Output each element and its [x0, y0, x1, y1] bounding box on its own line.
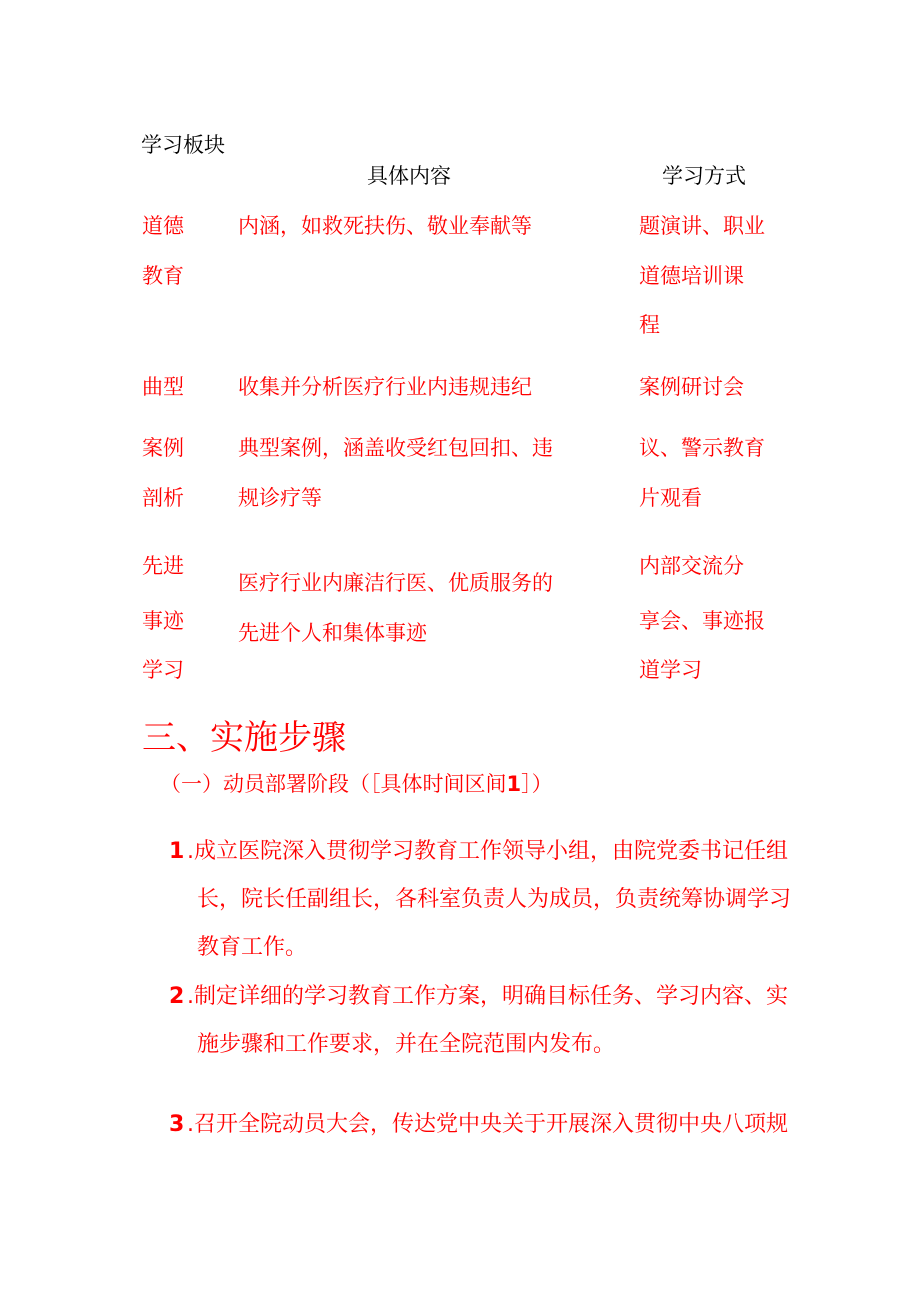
subtitle-number: 1 — [506, 772, 522, 796]
item3-line1: .召开全院动员大会，传达党中央关于开展深入贯彻中央八项规 — [187, 1112, 788, 1137]
row3-method-line3: 道学习 — [639, 658, 702, 682]
item3-number: 3 — [169, 1112, 185, 1137]
header-learning-method: 学习方式 — [662, 164, 746, 188]
subtitle-prefix: （一）动员部署阶段（［具体时间区间 — [160, 772, 507, 796]
row1-method-line3: 程 — [639, 313, 660, 337]
row1-content-line1: 内涵，如救死扶伤、敬业奉献等 — [238, 214, 532, 238]
row2-method-line3: 片观看 — [639, 486, 702, 510]
row2-content-line2: 典型案例，涵盖收受红包回扣、违 — [238, 436, 553, 460]
item2-line1: .制定详细的学习教育工作方案，明确目标任务、学习内容、实 — [187, 984, 788, 1009]
row1-method-line1: 题演讲、职业 — [639, 214, 765, 238]
row3-module-line1: 先进 — [142, 554, 184, 578]
row3-module-line2: 事迹 — [142, 609, 184, 633]
section-title: 三、实施步骤 — [142, 718, 346, 758]
section-subtitle — [160, 774, 553, 795]
item2-number: 2 — [169, 984, 185, 1009]
row2-content-line1: 收集并分析医疗行业内违规违纪 — [238, 375, 532, 399]
item1-number: 1 — [169, 839, 185, 864]
item1-line1: .成立医院深入贯彻学习教育工作领导小组，由院党委书记任组 — [187, 839, 788, 864]
header-specific-content: 具体内容 — [367, 164, 451, 188]
row3-content-line2: 先进个人和集体事迹 — [238, 621, 427, 645]
row1-module-line2: 教育 — [142, 264, 184, 288]
row2-content-line3: 规诊疗等 — [238, 486, 322, 510]
row2-module-line1: 曲型 — [142, 375, 184, 399]
row1-module-line1: 道德 — [142, 214, 184, 238]
item2-line2: 施步骤和工作要求，并在全院范围内发布。 — [197, 1032, 616, 1057]
subtitle-suffix: ］） — [521, 772, 553, 796]
row2-module-line2: 案例 — [142, 436, 184, 460]
item1-line3: 教育工作。 — [197, 935, 308, 960]
row3-content-line1: 医疗行业内廉洁行医、优质服务的 — [238, 571, 553, 595]
row2-method-line1: 案例研讨会 — [639, 375, 744, 399]
row3-method-line1: 内部交流分 — [639, 554, 744, 578]
row3-method-line2: 享会、事迹报 — [639, 609, 765, 633]
row2-method-line2: 议、警示教育 — [639, 436, 765, 460]
item1-line2: 长，院长任副组长，各科室负责人为成员，负责统筹协调学习 — [197, 887, 792, 912]
row3-module-line3: 学习 — [142, 658, 184, 682]
row2-module-line3: 剖析 — [142, 486, 184, 510]
header-learning-module: 学习板块 — [141, 133, 225, 157]
row1-method-line2: 道德培训课 — [639, 264, 744, 288]
